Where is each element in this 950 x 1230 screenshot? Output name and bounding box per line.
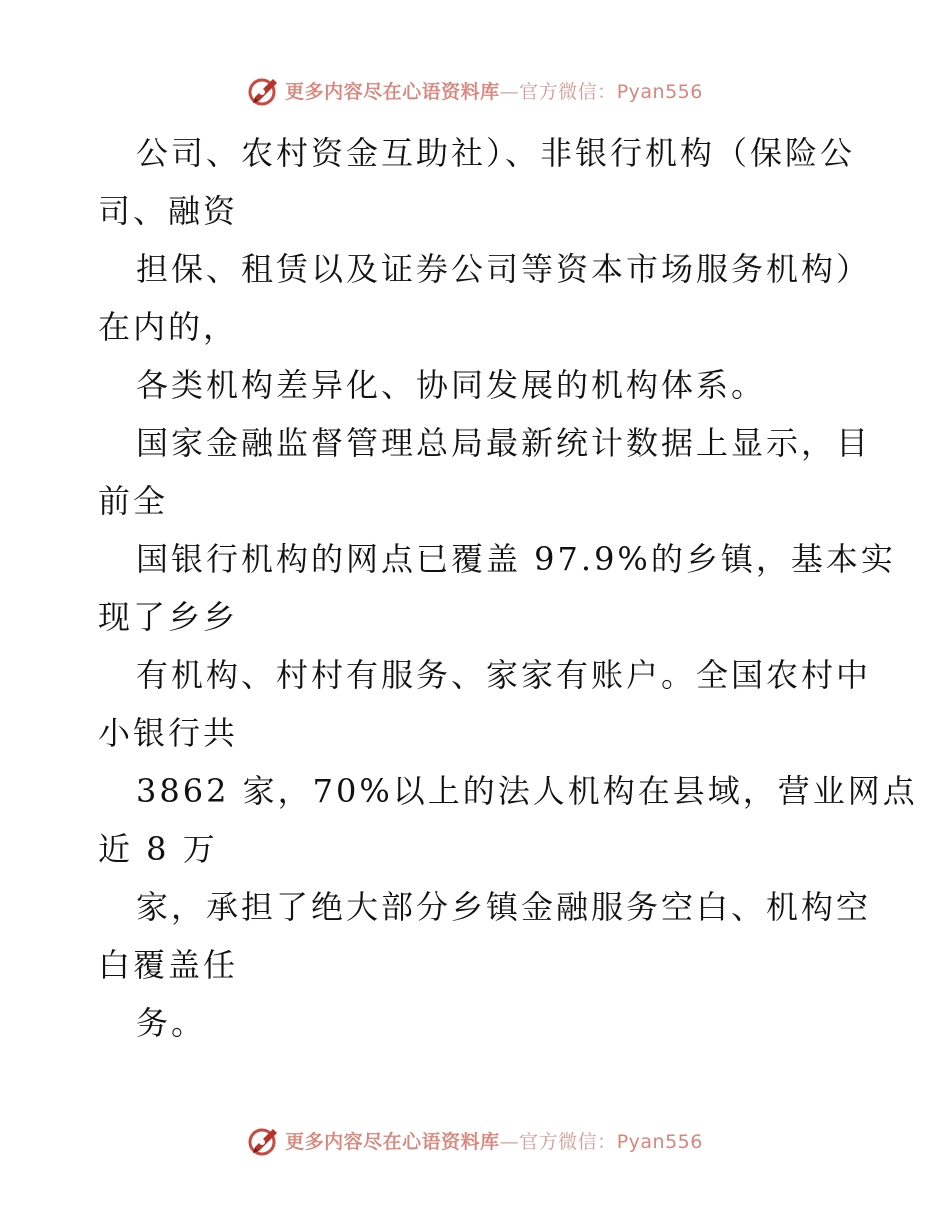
watermark-main: 更多内容尽在心语资料库 bbox=[285, 80, 500, 103]
text-line: 近 8 万 bbox=[98, 830, 218, 868]
text-line: 白覆盖任 bbox=[98, 946, 239, 984]
text-line: 小银行共 bbox=[98, 714, 239, 752]
watermark-wechat-id: Pyan556 bbox=[616, 1130, 703, 1153]
text-line: 担保、租赁以及证券公司等资本市场服务机构） bbox=[136, 250, 872, 288]
watermark-text bbox=[285, 1127, 703, 1154]
watermark-main: 更多内容尽在心语资料库 bbox=[285, 1130, 500, 1153]
text-line: 国家金融监督管理总局最新统计数据上显示，目 bbox=[136, 424, 872, 462]
document-body bbox=[98, 124, 918, 1052]
watermark-separator: — bbox=[499, 1130, 520, 1153]
text-line: 务。 bbox=[136, 1004, 207, 1042]
footer-watermark bbox=[0, 1122, 950, 1158]
text-line: 现了乡乡 bbox=[98, 598, 239, 636]
watermark-wechat-label: 官方微信： bbox=[519, 80, 617, 103]
text-line: 家，承担了绝大部分乡镇金融服务空白、机构空 bbox=[136, 888, 872, 926]
watermark-wechat-label: 官方微信： bbox=[519, 1130, 617, 1153]
watermark-text bbox=[285, 77, 703, 104]
text-line: 3862 家，70%以上的法人机构在县域，营业网点 bbox=[136, 772, 918, 810]
text-line: 有机构、村村有服务、家家有账户。全国农村中 bbox=[136, 656, 872, 694]
text-line: 在内的， bbox=[98, 308, 239, 346]
watermark-wechat-id: Pyan556 bbox=[616, 80, 703, 103]
header-watermark bbox=[0, 72, 950, 108]
watermark-separator: — bbox=[499, 80, 520, 103]
text-line: 各类机构差异化、协同发展的机构体系。 bbox=[136, 366, 767, 404]
text-line: 司、融资 bbox=[98, 192, 239, 230]
text-line: 国银行机构的网点已覆盖 97.9%的乡镇，基本实 bbox=[136, 540, 896, 578]
pen-logo-icon bbox=[247, 1123, 281, 1157]
pen-logo-icon bbox=[247, 73, 281, 107]
text-line: 公司、农村资金互助社）、非银行机构（保险公 bbox=[136, 134, 856, 172]
text-line: 前全 bbox=[98, 482, 169, 520]
